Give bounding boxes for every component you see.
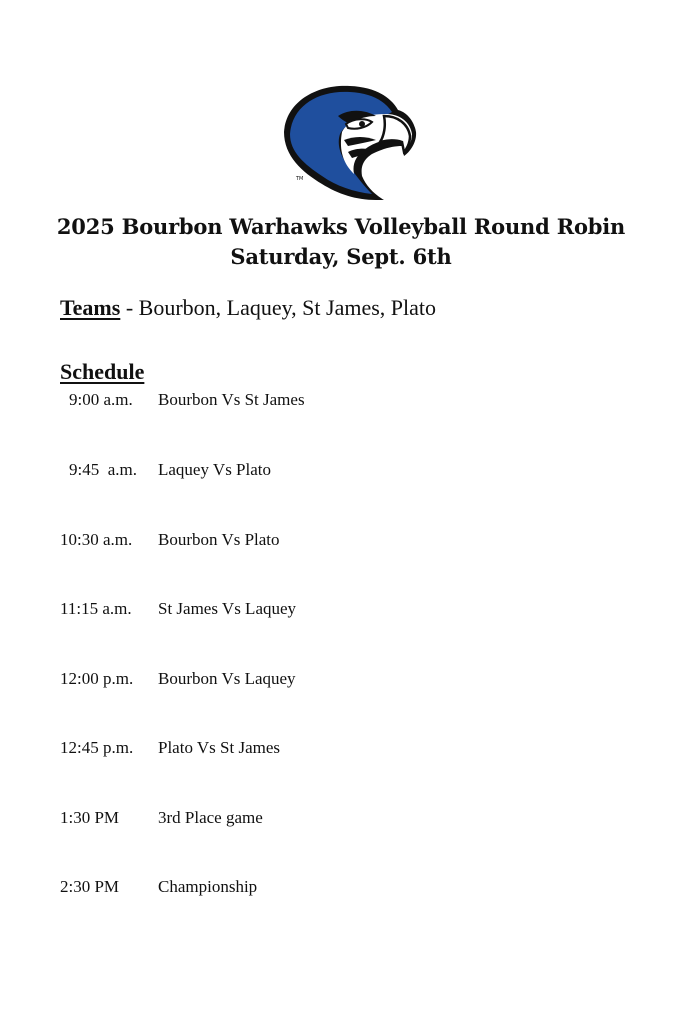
schedule-row [0,597,682,621]
schedule-match: Bourbon Vs Plato [158,530,280,549]
event-date: Saturday, Sept. 6th [230,244,452,269]
schedule-match: 3rd Place game [158,808,263,827]
trademark-mark: TM [296,176,304,182]
schedule-row [0,458,682,482]
teams-label: Teams [60,295,121,320]
schedule-match: St James Vs Laquey [158,599,297,618]
schedule-row [0,388,682,412]
schedule-time: 1:30 PM [60,808,120,827]
schedule-time: 2:30 PM [60,877,120,896]
schedule-heading: Schedule [60,359,145,384]
schedule-time: 9:00 a.m. [69,390,133,409]
schedule-row [0,528,682,552]
schedule-time: 12:00 p.m. [60,669,134,688]
schedule-row [0,667,682,691]
schedule-time: 9:45 a.m. [69,460,137,479]
schedule-match: Bourbon Vs Laquey [158,669,296,688]
schedule-match: Plato Vs St James [158,738,281,757]
schedule-row [0,806,682,830]
schedule-match: Laquey Vs Plato [158,460,272,479]
teams-separator: - [120,295,139,320]
teams-list: Bourbon, Laquey, St James, Plato [138,295,437,320]
schedule-time: 12:45 p.m. [60,738,134,757]
schedule-match: Bourbon Vs St James [158,390,305,409]
hawk-pupil [359,121,365,127]
schedule-row [0,875,682,899]
warhawk-logo [276,80,418,202]
schedule-match: Championship [158,877,258,896]
teams-line [60,293,436,323]
event-title: 2025 Bourbon Warhawks Volleyball Round Robin [56,214,626,239]
schedule-time: 10:30 a.m. [60,530,133,549]
schedule-row [0,736,682,760]
schedule-time: 11:15 a.m. [60,599,132,618]
